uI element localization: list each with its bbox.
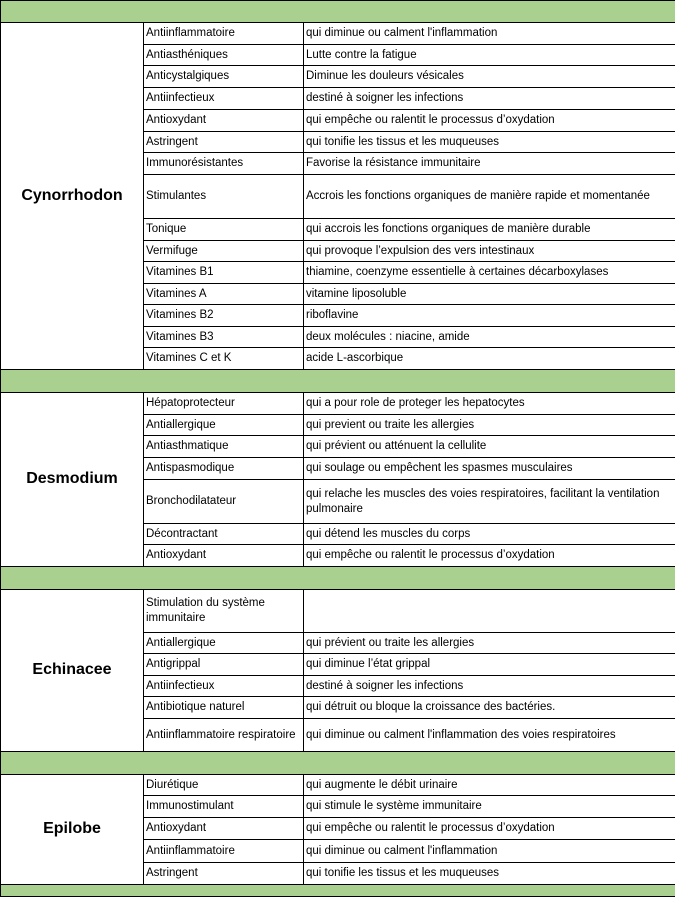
description-cell: Lutte contre la fatigue [304,45,675,66]
description-cell: destiné à soigner les infections [304,676,675,697]
property-cell: Antiallergique [144,415,304,436]
property-cell: Hépatoprotecteur [144,393,304,415]
description-cell: qui stimule le système immunitaire [304,796,675,818]
property-cell: Stimulantes [144,175,304,219]
description-cell: qui tonifie les tissus et les muqueuses [304,863,675,885]
property-cell: Antibiotique naturel [144,697,304,719]
description-cell: qui a pour role de proteger les hepatocytes [304,393,675,415]
property-cell: Antispasmodique [144,458,304,480]
separator-cell [1,752,675,775]
description-cell: qui empêche ou ralentit le processus d’oxydation [304,818,675,840]
property-cell: Antioxydant [144,110,304,132]
property-cell: Astringent [144,863,304,885]
property-cell: Bronchodilatateur [144,480,304,524]
description-cell: qui augmente le débit urinaire [304,775,675,796]
section-separator [1,1,675,23]
description-cell: riboflavine [304,305,675,327]
property-cell: Stimulation du système immunitaire [144,590,304,633]
plant-name: Epilobe [1,775,144,885]
description-cell: qui diminue ou calment l'inflammation [304,840,675,863]
property-cell: Antioxydant [144,545,304,567]
description-cell: qui détend les muscles du corps [304,524,675,545]
description-cell: qui relache les muscles des voies respiratoires, facilitant la ventilation pulmonaire [304,480,675,524]
description-cell: qui prévient ou atténuent la cellulite [304,436,675,458]
property-cell: Vitamines B1 [144,262,304,284]
table-body [1,1,675,897]
property-cell: Décontractant [144,524,304,545]
property-cell: Antiinflammatoire respiratoire [144,719,304,752]
description-cell: deux molécules : niacine, amide [304,327,675,348]
property-cell: Antioxydant [144,818,304,840]
section-separator [1,370,675,393]
description-cell: qui diminue l’état grippal [304,654,675,676]
description-cell: qui previent ou traite les allergies [304,415,675,436]
description-cell: qui empêche ou ralentit le processus d’oxydation [304,110,675,132]
property-cell: Antiallergique [144,633,304,654]
separator-cell [1,370,675,393]
property-cell: Astringent [144,132,304,153]
property-cell: Vitamines C et K [144,348,304,370]
table-row [1,775,675,796]
property-cell: Vitamines A [144,284,304,305]
property-cell: Vitamines B2 [144,305,304,327]
description-cell: qui diminue ou calment l'inflammation des voies respiratoires [304,719,675,752]
description-cell: qui empêche ou ralentit le processus d’oxydation [304,545,675,567]
property-cell: Antiinflammatoire [144,840,304,863]
description-cell: qui détruit ou bloque la croissance des bactéries. [304,697,675,719]
description-cell: acide L-ascorbique [304,348,675,370]
section-separator [1,752,675,775]
section-separator [1,567,675,590]
property-cell: Vitamines B3 [144,327,304,348]
description-cell: qui diminue ou calment l'inflammation [304,23,675,45]
table-row [1,590,675,633]
property-cell: Antiasthéniques [144,45,304,66]
description-cell: vitamine liposoluble [304,284,675,305]
plant-name: Echinacee [1,590,144,752]
description-cell: destiné à soigner les infections [304,88,675,110]
property-cell: Tonique [144,219,304,241]
table-row [1,23,675,45]
plant-name: Cynorrhodon [1,23,144,370]
table-row [1,393,675,415]
description-cell: qui tonifie les tissus et les muqueuses [304,132,675,153]
description-cell: Accrois les fonctions organiques de manière rapide et momentanée [304,175,675,219]
property-cell: Anticystalgiques [144,66,304,88]
description-cell: qui prévient ou traite les allergies [304,633,675,654]
description-cell: Favorise la résistance immunitaire [304,153,675,175]
property-cell: Immunostimulant [144,796,304,818]
description-cell: qui accrois les fonctions organiques de manière durable [304,219,675,241]
property-cell: Antiasthmatique [144,436,304,458]
property-cell: Antiinfectieux [144,88,304,110]
plant-name: Desmodium [1,393,144,567]
description-cell: thiamine, coenzyme essentielle à certaines décarboxylases [304,262,675,284]
property-cell: Immunorésistantes [144,153,304,175]
separator-cell [1,567,675,590]
property-cell: Diurétique [144,775,304,796]
separator-cell [1,1,675,23]
separator-cell [1,885,675,897]
description-cell [304,590,675,633]
description-cell: qui provoque l’expulsion des vers intestinaux [304,241,675,262]
property-cell: Antiinflammatoire [144,23,304,45]
property-cell: Antigrippal [144,654,304,676]
description-cell: Diminue les douleurs vésicales [304,66,675,88]
property-cell: Vermifuge [144,241,304,262]
description-cell: qui soulage ou empêchent les spasmes musculaires [304,458,675,480]
section-separator [1,885,675,897]
property-cell: Antiinfectieux [144,676,304,697]
